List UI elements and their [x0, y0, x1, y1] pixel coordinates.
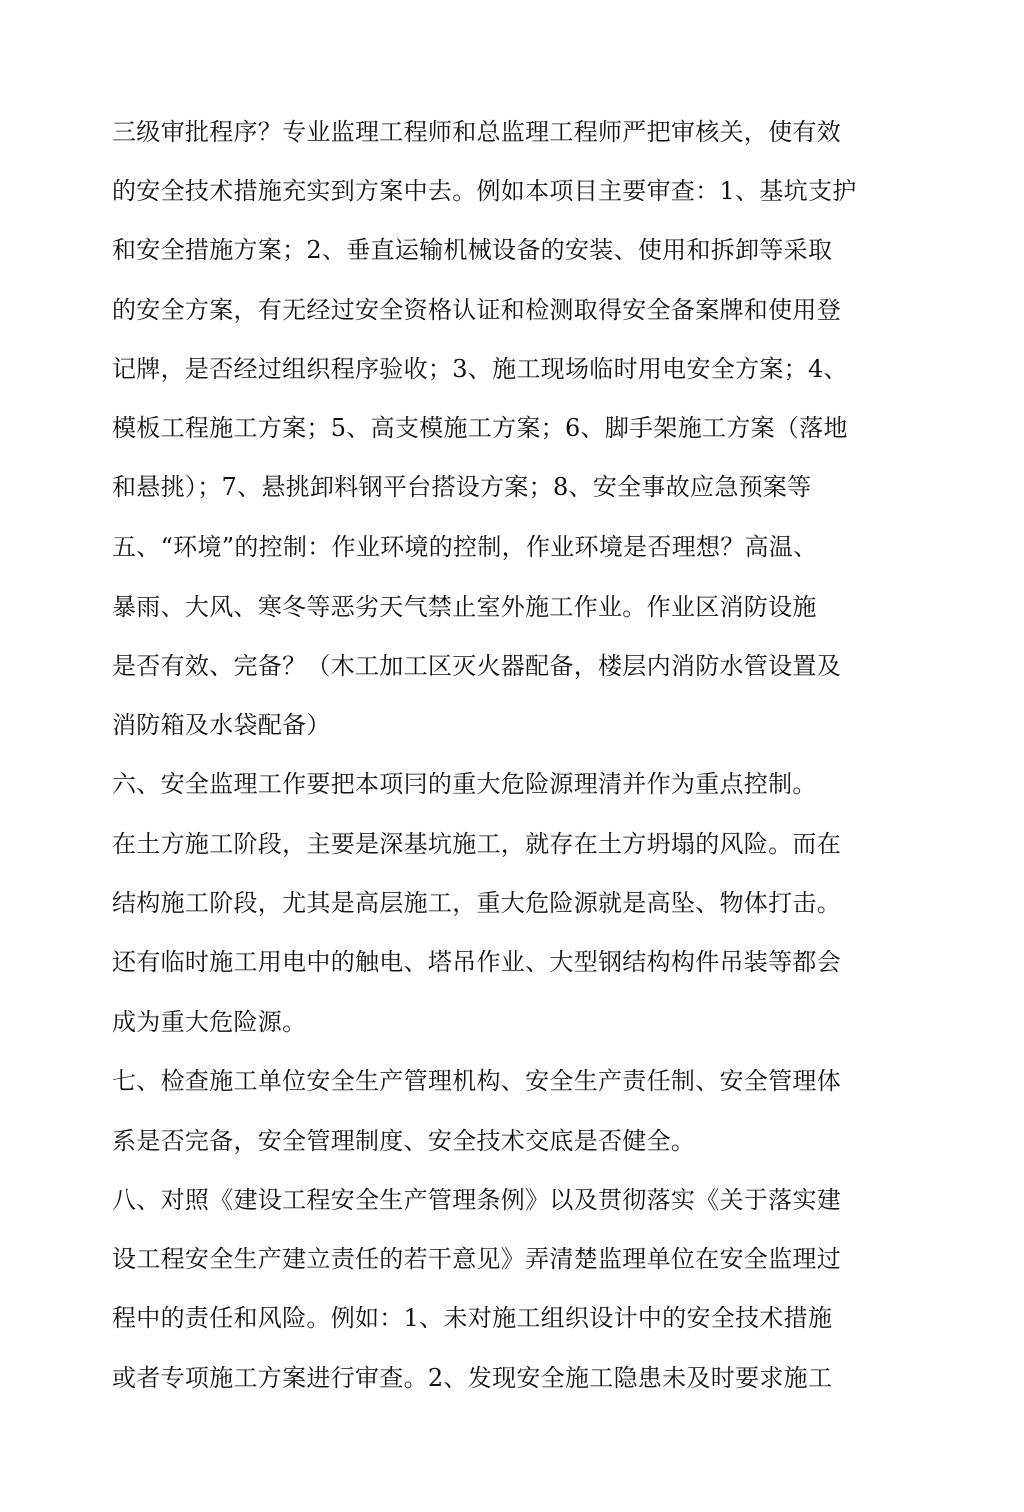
text-line: 系是否完备，安全管理制度、安全技术交底是否健全。: [112, 1127, 696, 1155]
section-heading-5: 五、“环境”的控制：作业环境的控制，作业环境是否理想？高温、: [112, 533, 818, 561]
section-heading-7: 七、检查施工单位安全生产管理机构、安全生产责任制、安全管理体: [112, 1067, 841, 1095]
text-line: 成为重大危险源。: [112, 1008, 307, 1036]
text-line: 模板工程施工方案；5、高支模施工方案；6、脚手架施工方案（落地: [112, 414, 848, 442]
text-line: 和安全措施方案；2、垂直运输机械设备的安装、使用和拆卸等采取: [112, 236, 833, 264]
text-line: 还有临时施工用电中的触电、塔吊作业、大型钢结构构件吊装等都会: [112, 948, 841, 976]
text-line: 设工程安全生产建立责任的若干意见》弄清楚监理单位在安全监理过: [112, 1245, 841, 1273]
text-line: 暴雨、大风、寒冬等恶劣天气禁止室外施工作业。作业区消防设施: [112, 593, 817, 621]
text-line: 的安全方案，有无经过安全资格认证和检测取得安全备案牌和使用登: [112, 296, 841, 324]
text-line: 和悬挑）；7、悬挑卸料钢平台搭设方案；8、安全事故应急预案等: [112, 473, 812, 501]
text-line: 结构施工阶段，尤其是高层施工，重大危险源就是高坠、物体打击。: [112, 889, 841, 917]
text-line: 消防箱及水袋配备）: [112, 711, 331, 739]
text-line: 在土方施工阶段，主要是深基坑施工，就存在土方坍塌的风险。而在: [112, 830, 841, 858]
section-heading-8: 八、对照《建设工程安全生产管理条例》以及贯彻落实《关于落实建: [112, 1186, 841, 1214]
section-heading-6: 六、安全监理工作要把本项冃的重大危险源理清并作为重点控制。: [112, 770, 817, 798]
text-line: 程中的责任和风险。例如：1、未对施工组织设计中的安全技术措施: [112, 1304, 833, 1332]
text-line: 三级审批程序？专业监理工程师和总监理工程师严把审核关，使有效: [112, 118, 841, 146]
text-line: 或者专项施工方案进行审查。2、发现安全施工隐患未及时要求施工: [112, 1364, 833, 1392]
text-line: 是否有效、完备？（木工加工区灭火器配备，楼层内消防水管设置及: [112, 652, 841, 680]
text-line: 的安全技术措施充实到方案中去。例如本项目主要审查：1、基坑支护: [112, 177, 857, 205]
text-line: 记牌，是否经过组织程序验收；3、施工现场临时用电安全方案；4、: [112, 355, 848, 383]
